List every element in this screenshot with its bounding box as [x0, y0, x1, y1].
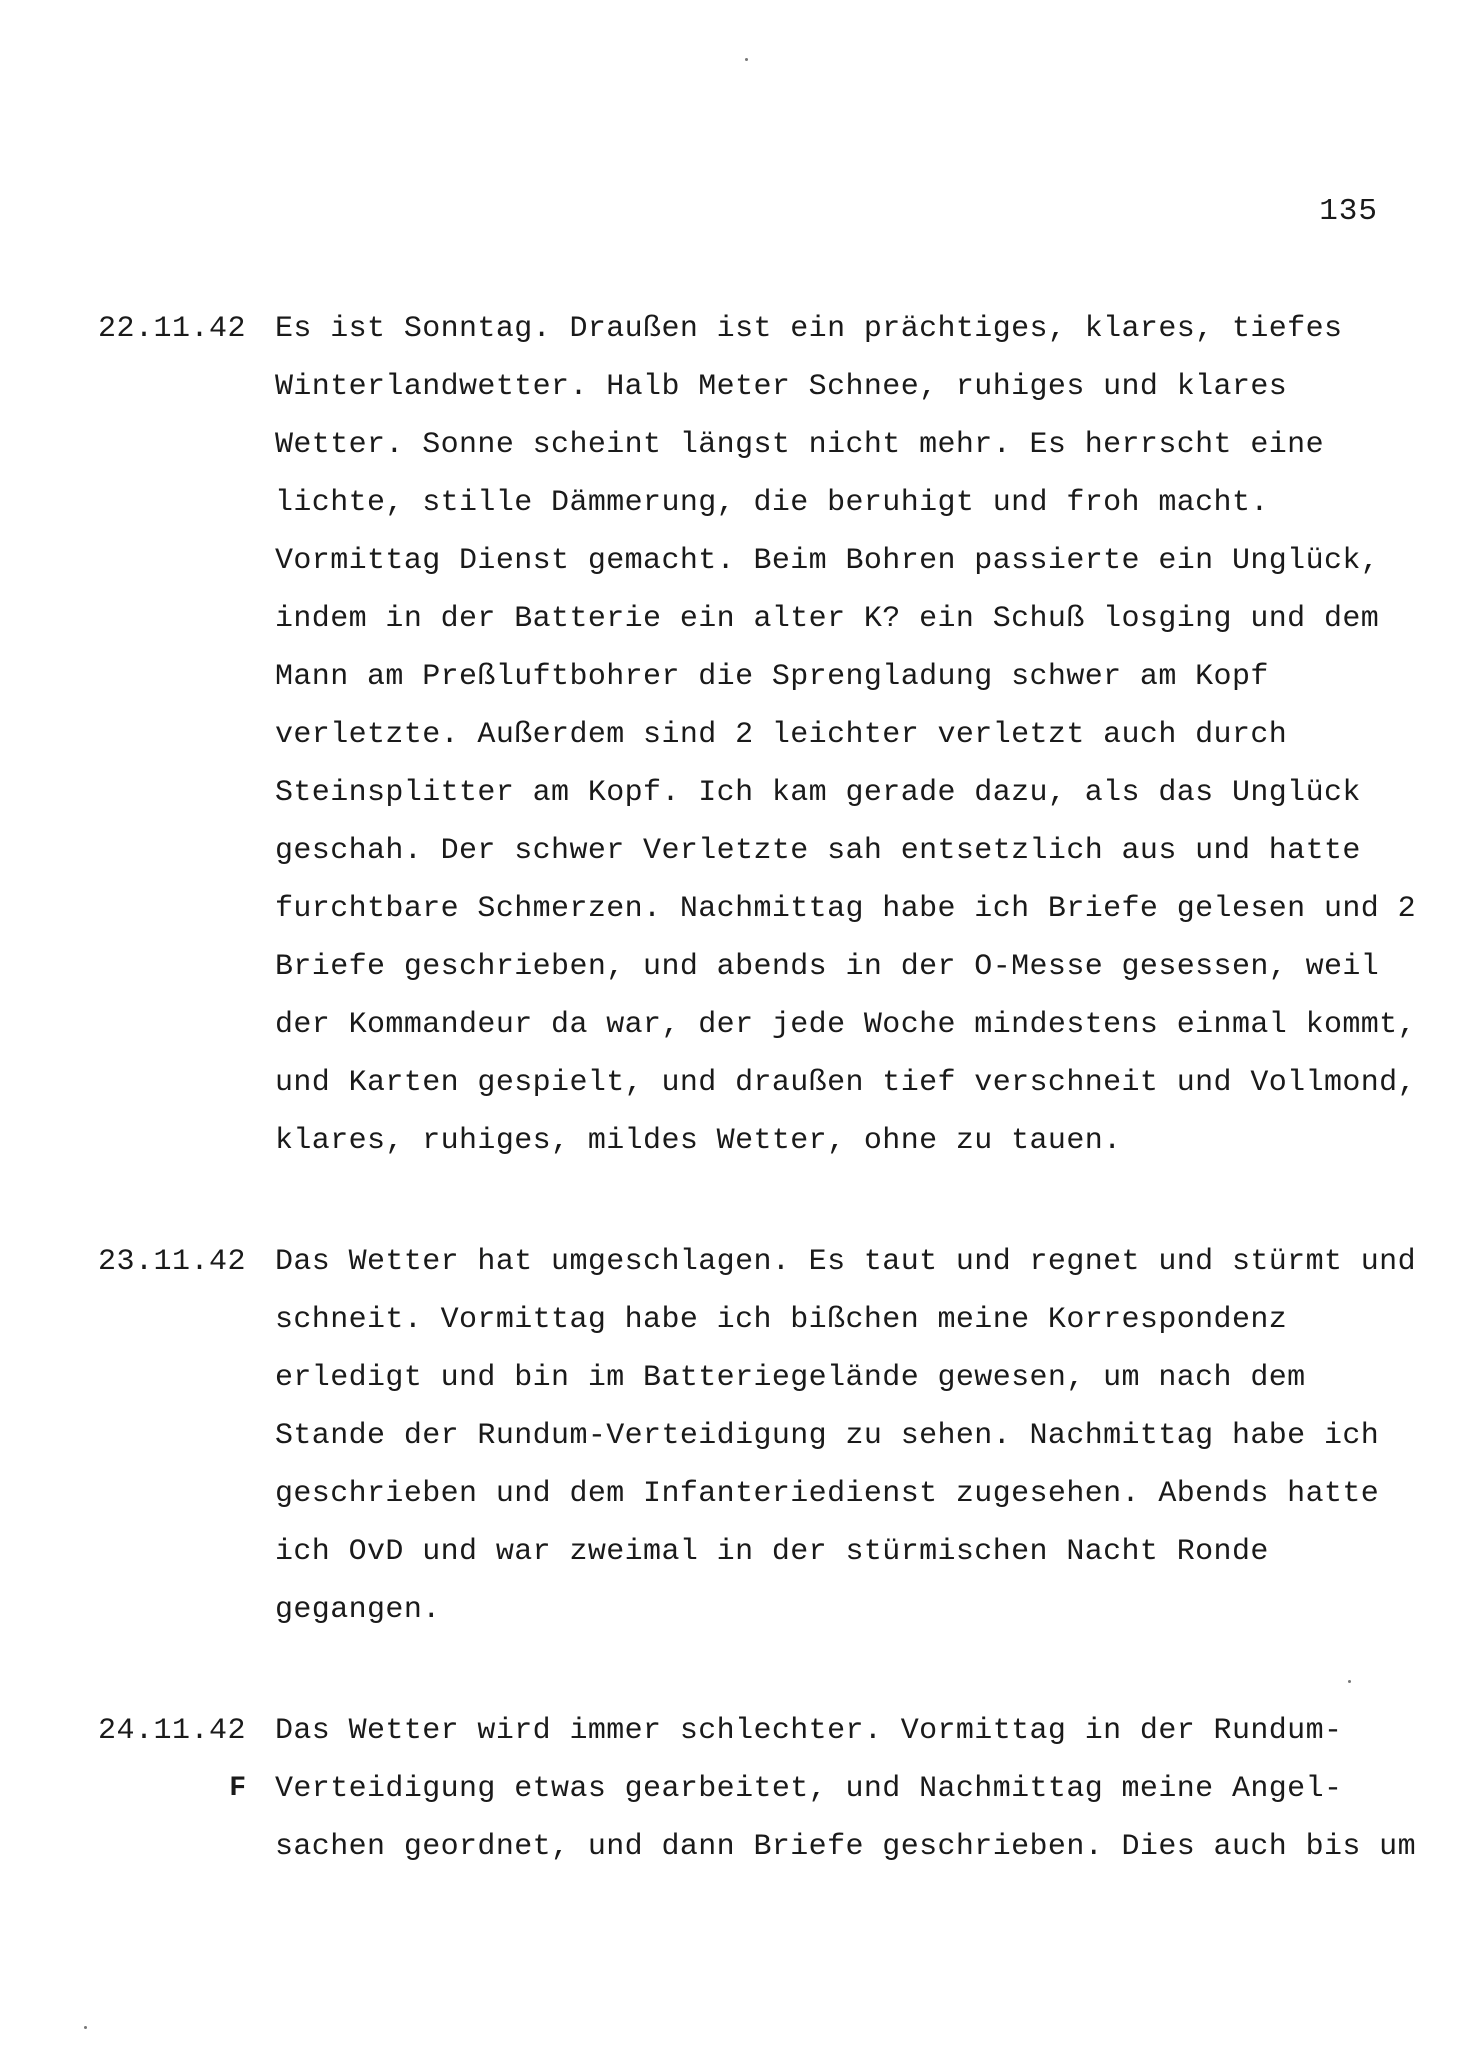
entry-line: Vormittag Dienst gemacht. Beim Bohren passierte ein Unglück,: [275, 544, 1380, 578]
entry-line: Es ist Sonntag. Draußen ist ein prächtiges, klares, tiefes: [275, 312, 1343, 346]
scan-speck: [745, 58, 748, 61]
entry-line: klares, ruhiges, mildes Wetter, ohne zu tauen.: [275, 1124, 1122, 1158]
entry-line: lichte, stille Dämmerung, die beruhigt und froh macht.: [275, 486, 1269, 520]
entry-line: Briefe geschrieben, und abends in der O-Messe gesessen, weil: [275, 950, 1380, 984]
entry-line: und Karten gespielt, und draußen tief verschneit und Vollmond,: [275, 1066, 1416, 1100]
entry-line: Steinsplitter am Kopf. Ich kam gerade dazu, als das Unglück: [275, 776, 1361, 810]
entry-line: Winterlandwetter. Halb Meter Schnee, ruhiges und klares: [275, 370, 1288, 404]
entry-line: geschah. Der schwer Verletzte sah entsetzlich aus und hatte: [275, 834, 1361, 868]
entry-line: Das Wetter wird immer schlechter. Vormittag in der Rundum-: [275, 1714, 1343, 1748]
entry-line: Mann am Preßluftbohrer die Sprengladung schwer am Kopf: [275, 660, 1269, 694]
page-number: 135: [1319, 194, 1378, 229]
entry-line: der Kommandeur da war, der jede Woche mindestens einmal kommt,: [275, 1008, 1416, 1042]
scan-speck: [84, 2026, 87, 2029]
entry-date: 23.11.42: [97, 1245, 246, 1279]
entry-line: indem in der Batterie ein alter K? ein Schuß losging und dem: [275, 602, 1380, 636]
entry-line: furchtbare Schmerzen. Nachmittag habe ich Briefe gelesen und 2: [275, 892, 1416, 926]
entry-date: 24.11.42: [97, 1714, 246, 1748]
entry-line: schneit. Vormittag habe ich bißchen meine Korrespondenz: [275, 1303, 1288, 1337]
entry-line: Stande der Rundum-Verteidigung zu sehen. Nachmittag habe ich: [275, 1419, 1380, 1453]
entry-line: sachen geordnet, und dann Briefe geschrieben. Dies auch bis um: [275, 1830, 1416, 1864]
entry-line: erledigt und bin im Batteriegelände gewesen, um nach dem: [275, 1361, 1306, 1395]
entry-date: 22.11.42: [97, 312, 246, 346]
entry-line: ich OvD und war zweimal in der stürmischen Nacht Ronde: [275, 1535, 1269, 1569]
entry-line: gegangen.: [275, 1593, 441, 1627]
entry-line: verletzte. Außerdem sind 2 leichter verletzt auch durch: [275, 718, 1288, 752]
entry-line: Verteidigung etwas gearbeitet, und Nachmittag meine Angel-: [275, 1772, 1343, 1806]
entry-line: geschrieben und dem Infanteriedienst zugesehen. Abends hatte: [275, 1477, 1380, 1511]
scan-speck: [1348, 1680, 1351, 1683]
entry-line: Wetter. Sonne scheint längst nicht mehr. Es herrscht eine: [275, 428, 1324, 462]
entry-marker: F: [229, 1773, 246, 1804]
entry-line: Das Wetter hat umgeschlagen. Es taut und regnet und stürmt und: [275, 1245, 1416, 1279]
